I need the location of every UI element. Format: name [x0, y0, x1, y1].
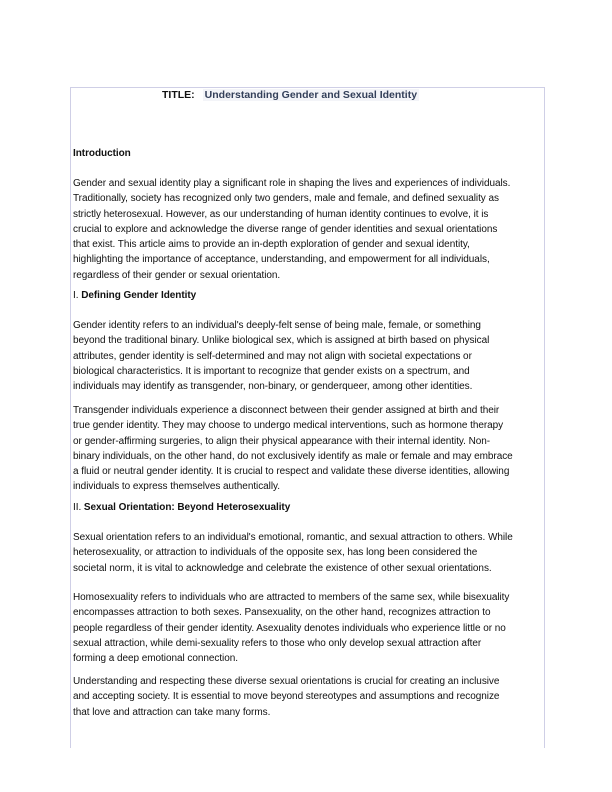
text-line: attributes, gender identity is self-determined and may not align with societal expectations or — [73, 350, 472, 362]
text-line: beyond the traditional binary. Unlike biological sex, which is assigned at birth based on physical — [73, 335, 490, 347]
section-title: Defining Gender Identity — [81, 290, 197, 301]
text-line: Understanding and respecting these diverse sexual orientations is crucial for creating an inclusive — [73, 676, 500, 687]
text-line: and accepting society. It is essential to move beyond stereotypes and assumptions and recognize — [73, 691, 500, 703]
section-number: I. — [73, 290, 79, 301]
text-line: a fluid or neutral gender identity. It is crucial to respect and validate these diverse identities, allowing — [73, 466, 510, 478]
text-line: people regardless of their gender identity. Asexuality denotes individuals who experience little or no — [73, 622, 506, 634]
introduction-heading: Introduction — [73, 148, 131, 159]
text-line: individuals may identify as transgender, non-binary, or genderqueer, among other identities. — [73, 381, 473, 393]
text-line: strictly heterosexual. However, as our understanding of human identity continues to evolve, it is — [73, 208, 489, 220]
section-2-heading — [73, 500, 290, 515]
section-title: Sexual Orientation: Beyond Heterosexuality — [83, 502, 291, 513]
text-line: crucial to explore and acknowledge the diverse range of gender identities and sexual orientations — [73, 223, 498, 235]
text-line: Traditionally, society has recognized only two genders, male and female, and defined sexuality as — [73, 193, 499, 205]
text-line: that exist. This article aims to provide an in-depth exploration of gender and sexual identity, — [73, 239, 470, 251]
text-line: Sexual orientation refers to an individual's emotional, romantic, and sexual attraction to others. While — [73, 532, 513, 543]
text-line: highlighting the importance of acceptance, understanding, and empowerment for all individuals, — [73, 254, 490, 266]
title-label: TITLE: — [162, 89, 195, 101]
paragraph — [73, 318, 489, 394]
document-title — [162, 89, 419, 101]
text-line: binary individuals, on the other hand, do not exclusively identify as male or female and may embrace — [73, 450, 513, 462]
text-line: that love and attraction can take many forms. — [73, 706, 271, 718]
section-number: II. — [73, 502, 82, 513]
text-line: biological characteristics. It is important to recognize that gender exists on a spectrum, and — [73, 365, 470, 377]
section-1-heading — [73, 288, 196, 303]
text-line: Gender and sexual identity play a significant role in shaping the lives and experiences of individuals. — [73, 178, 511, 189]
text-line: encompasses attraction to both sexes. Pansexuality, on the other hand, recognizes attraction to — [73, 607, 491, 619]
text-line: societal norm, it is vital to acknowledge and celebrate the existence of other sexual orientations. — [73, 562, 492, 574]
text-line: Homosexuality refers to individuals who are attracted to members of the same sex, while bisexuality — [73, 592, 510, 603]
text-line: regardless of their gender or sexual orientation. — [73, 269, 281, 281]
paragraph — [73, 176, 510, 283]
paragraph — [73, 403, 513, 495]
text-line: Transgender individuals experience a disconnect between their gender assigned at birth and their — [73, 405, 500, 416]
text-line: sexual attraction, while demi-sexuality refers to those who only develop sexual attraction after — [73, 637, 482, 649]
paragraph — [73, 530, 513, 576]
text-line: Gender identity refers to an individual's deeply-felt sense of being male, female, or something — [73, 320, 481, 331]
paragraph — [73, 590, 509, 666]
text-line: forming a deep emotional connection. — [73, 653, 238, 665]
text-line: true gender identity. They may choose to undergo medical interventions, such as hormone therapy — [73, 420, 504, 432]
text-line: individuals to express themselves authentically. — [73, 481, 280, 493]
text-line: or gender-affirming surgeries, to align their physical appearance with their internal identity. Non- — [73, 435, 491, 447]
text-line: heterosexuality, or attraction to individuals of the opposite sex, has long been considered the — [73, 547, 478, 559]
title-text: Understanding Gender and Sexual Identity — [204, 89, 418, 101]
paragraph — [73, 674, 499, 720]
